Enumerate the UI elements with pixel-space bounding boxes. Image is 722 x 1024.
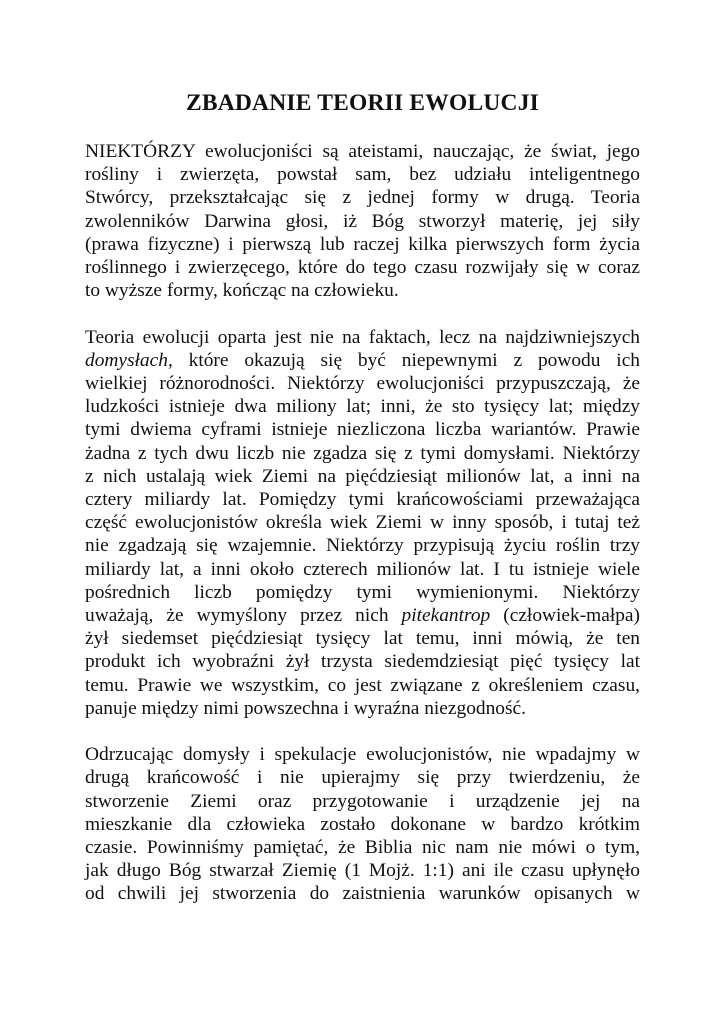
- text-run: roślinnego i zwierzęcego, które do tego czasu rozwijały się w coraz: [85, 257, 640, 279]
- text-run: NIEKTÓRZY ewolucjoniści są ateistami, nauczając, że świat, jego: [85, 141, 640, 162]
- text-run: czasie. Powinniśmy pamiętać, że Biblia nic nam nie mówi o tym,: [85, 837, 640, 859]
- text-run: żył siedemset pięćdziesiąt tysięcy lat temu, inni mówią, że ten: [85, 628, 640, 650]
- text-run: temu. Prawie we wszystkim, co jest związane z określeniem czasu,: [85, 674, 640, 696]
- document-title: ZBADANIE TEORII EWOLUCJI: [185, 90, 540, 116]
- paragraph-3: [85, 743, 640, 905]
- italic-term: pitekantrop: [401, 605, 491, 627]
- text-line: [85, 256, 640, 279]
- text-run: z nich ustalają wiek Ziemi na pięćdziesiąt milionów lat, a inni na: [85, 465, 640, 487]
- text-line: [85, 743, 640, 766]
- text-run: zwolenników Darwina głosi, iż Bóg stworzył materię, jej siły: [85, 210, 640, 232]
- text-line: [85, 650, 640, 673]
- text-run: wielkiej różnorodności. Niektórzy ewolucjoniści przypuszczają, że: [85, 373, 640, 395]
- text-run: uważają, że wymyślony przez nich: [85, 605, 402, 627]
- italic-term: domysłach: [85, 349, 168, 371]
- text-run: ludzkości istnieje dwa miliony lat; inni, że sto tysięcy lat; między: [85, 396, 640, 418]
- text-line: [85, 465, 640, 488]
- text-line: [85, 442, 640, 465]
- text-line: [85, 418, 640, 441]
- text-run: jak długo Bóg stwarzał Ziemię (1 Mojż. 1:1) ani ile czasu upłynęło: [85, 860, 640, 882]
- paragraph-1: [85, 140, 640, 302]
- text-line: [85, 349, 640, 372]
- text-line: [85, 326, 640, 349]
- text-line: [85, 534, 640, 557]
- text-run: tymi dwiema cyframi istnieje niezliczona liczba wariantów. Prawie: [85, 419, 640, 441]
- document-body: [85, 140, 640, 906]
- text-run: panuje między nimi powszechna i wyraźna niezgodność.: [85, 697, 526, 719]
- text-run: mieszkanie dla człowieka zostało dokonane w bardzo krótkim: [85, 813, 640, 835]
- text-line: [85, 627, 640, 650]
- text-line: [85, 790, 640, 813]
- text-run: Odrzucając domysły i spekulacje ewolucjonistów, nie wpadajmy w: [85, 744, 640, 766]
- text-line: [85, 163, 640, 186]
- text-run: , które okazują się być niepewnymi z powodu ich: [167, 349, 640, 371]
- text-line: [85, 279, 640, 302]
- text-run: część ewolucjonistów określa wiek Ziemi w inny sposób, i tutaj też: [85, 512, 640, 534]
- text-line: [85, 813, 640, 836]
- paragraph-2: [85, 326, 640, 720]
- text-line: [85, 488, 640, 511]
- text-run: cztery miliardy lat. Pomiędzy tymi krańcowościami przeważająca: [85, 489, 640, 511]
- text-line: [85, 604, 640, 627]
- text-run: to wyższe formy, kończąc na człowieku.: [85, 280, 399, 302]
- text-line: [85, 233, 640, 256]
- text-run: drugą krańcowość i nie upierajmy się przy twierdzeniu, że: [85, 767, 640, 789]
- text-line: [85, 395, 640, 418]
- text-line: [85, 674, 640, 697]
- text-line: [85, 581, 640, 604]
- text-line: [85, 372, 640, 395]
- text-line: [85, 210, 640, 233]
- document-page: [85, 88, 640, 906]
- text-run: Teoria ewolucji oparta jest nie na faktach, lecz na najdziwniejszych: [85, 326, 640, 348]
- text-line: [85, 558, 640, 581]
- text-run: żadna z tych dwu liczb nie zgadza się z tymi domysłami. Niektórzy: [85, 442, 640, 464]
- text-run: od chwili jej stworzenia do zaistnienia warunków opisanych w: [85, 883, 640, 905]
- text-run: rośliny i zwierzęta, powstał sam, bez udziału inteligentnego: [85, 164, 640, 186]
- text-run: produkt ich wyobraźni żył trzysta siedemdziesiąt pięć tysięcy lat: [85, 651, 640, 673]
- text-run: miliardy lat, a inni około czterech milionów lat. I tu istnieje wiele: [85, 558, 640, 580]
- text-line: [85, 511, 640, 534]
- text-run: (człowiek-małpa): [490, 605, 640, 627]
- text-run: (prawa fizyczne) i pierwszą lub raczej kilka pierwszych form życia: [85, 233, 640, 255]
- text-run: stworzenie Ziemi oraz przygotowanie i urządzenie jej na: [85, 790, 640, 812]
- text-line: [85, 882, 640, 905]
- text-line: [85, 859, 640, 882]
- text-line: [85, 186, 640, 209]
- text-run: nie zgadzają się wzajemnie. Niektórzy przypisują życiu roślin trzy: [85, 535, 640, 557]
- text-line: [85, 766, 640, 789]
- text-line: [85, 697, 640, 720]
- text-line: [85, 140, 640, 163]
- text-run: Stwórcy, przekształcając się z jednej formy w drugą. Teoria: [85, 187, 640, 209]
- text-line: [85, 836, 640, 859]
- text-run: pośrednich liczb pomiędzy tymi wymienionymi. Niektórzy: [85, 581, 640, 603]
